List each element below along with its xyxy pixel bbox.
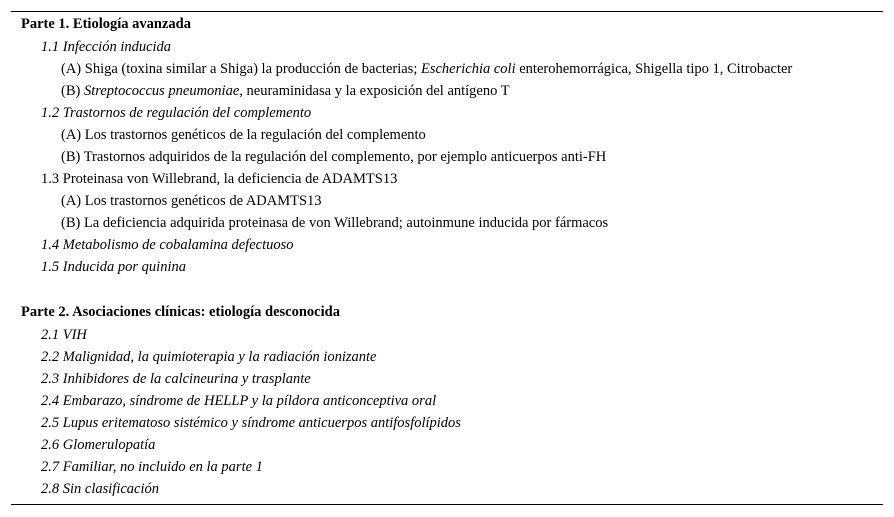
classification-table: [11, 11, 883, 505]
species-name: Escherichia coli: [420, 61, 516, 77]
part2-heading: Parte 2. Asociaciones clínicas: etiología desconocida: [21, 304, 340, 320]
part2-item: 2.5 Lupus eritematoso sistémico y síndrome anticuerpos antifosfolípidos: [41, 415, 461, 431]
section-1-2-label: 1.2 Trastornos de regulación del complemento: [41, 105, 312, 121]
section-1-1-item-b: (B) Streptococcus pneumoniae, neuraminidasa y la exposición del antígeno T: [61, 83, 510, 99]
species-name: Streptococcus pneumoniae: [83, 83, 240, 99]
part2-item: 2.4 Embarazo, síndrome de HELLP y la píldora anticonceptiva oral: [41, 393, 437, 409]
section-1-1-label: 1.1 Infección inducida: [41, 39, 172, 55]
part2-item: 2.7 Familiar, no incluido en la parte 1: [41, 459, 263, 475]
section-1-5-label: 1.5 Inducida por quinina: [41, 259, 186, 275]
part2-item: 2.3 Inhibidores de la calcineurina y trasplante: [41, 371, 311, 387]
part2-item: 2.8 Sin clasificación: [41, 481, 159, 497]
section-1-2-item-a: (A) Los trastornos genéticos de la regulación del complemento: [61, 127, 426, 143]
part1-heading: Parte 1. Etiología avanzada: [21, 16, 191, 32]
part2-item: 2.2 Malignidad, la quimioterapia y la radiación ionizante: [41, 349, 377, 365]
section-1-3-item-a: (A) Los trastornos genéticos de ADAMTS13: [61, 193, 322, 209]
part2-item: 2.1 VIH: [41, 327, 87, 343]
section-1-2-item-b: (B) Trastornos adquiridos de la regulación del complemento, por ejemplo anticuerpos anti-FH: [61, 149, 607, 165]
part2-item: 2.6 Glomerulopatía: [41, 437, 156, 453]
section-1-1-item-a: (A) Shiga (toxina similar a Shiga) la producción de bacterias; Escherichia coli enterohemorrágica, Shigella tipo 1, Citrobacter: [61, 61, 793, 77]
section-1-3-label: 1.3 Proteinasa von Willebrand, la deficiencia de ADAMTS13: [41, 171, 398, 187]
section-1-4-label: 1.4 Metabolismo de cobalamina defectuoso: [41, 237, 294, 253]
section-1-3-item-b: (B) La deficiencia adquirida proteinasa de von Willebrand; autoinmune inducida por fármacos: [61, 215, 609, 231]
